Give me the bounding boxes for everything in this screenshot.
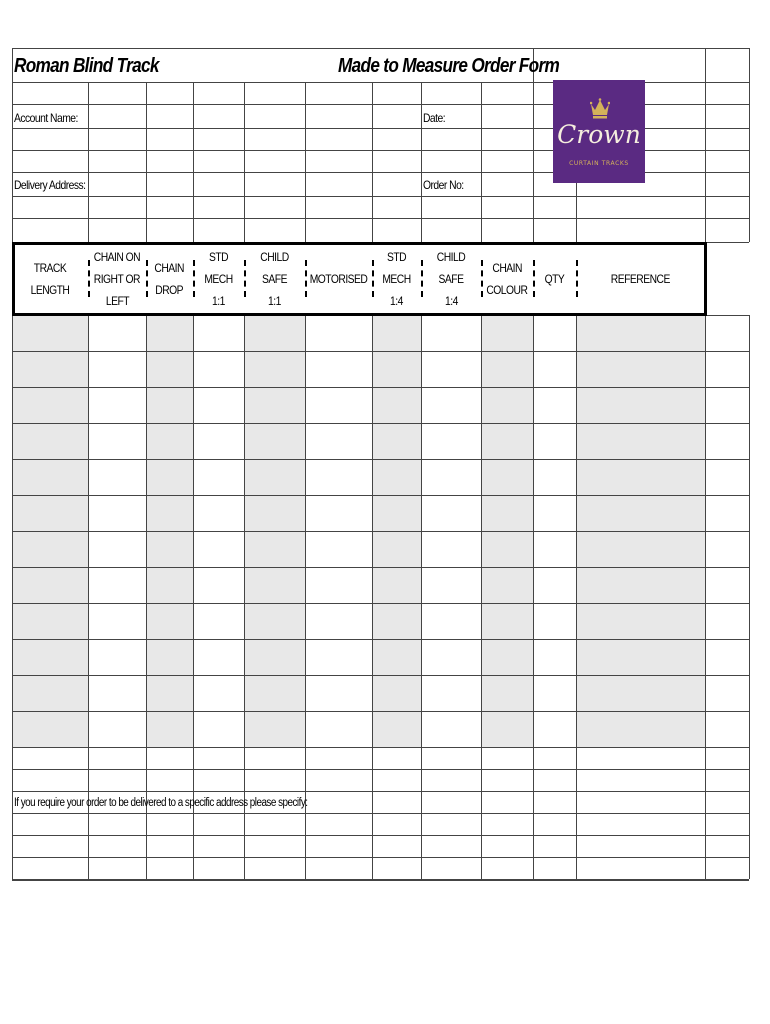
entry-cell-child_safe_14[interactable] xyxy=(421,423,481,459)
entry-cell-motorised[interactable] xyxy=(305,495,372,531)
form-title-left: Roman Blind Track xyxy=(14,55,159,77)
entry-cell-chain_colour[interactable] xyxy=(481,315,533,351)
entry-cell-std_mech_11[interactable] xyxy=(193,495,244,531)
entry-cell-chain_drop[interactable] xyxy=(146,387,193,423)
grid-line-horizontal xyxy=(12,835,749,836)
entry-cell-chain_on[interactable] xyxy=(88,315,146,351)
entry-cell-chain_drop[interactable] xyxy=(146,711,193,747)
entry-cell-std_mech_11[interactable] xyxy=(193,567,244,603)
entry-cell-qty[interactable] xyxy=(533,495,576,531)
entry-cell-chain_on[interactable] xyxy=(88,423,146,459)
entry-cell-std_mech_11[interactable] xyxy=(193,639,244,675)
entry-cell-chain_drop[interactable] xyxy=(146,459,193,495)
entry-cell-track_length[interactable] xyxy=(12,675,88,711)
entry-cell-track_length[interactable] xyxy=(12,603,88,639)
grid-line-vertical xyxy=(12,315,13,879)
entry-cell-chain_colour[interactable] xyxy=(481,639,533,675)
entry-cell-chain_on[interactable] xyxy=(88,531,146,567)
entry-cell-std_mech_14[interactable] xyxy=(372,387,421,423)
grid-line-horizontal xyxy=(12,791,749,792)
column-header-line: 1:1 xyxy=(212,293,225,308)
grid-line-vertical xyxy=(749,48,750,242)
column-header-line: RIGHT OR xyxy=(93,271,141,286)
grid-line-vertical xyxy=(481,82,482,242)
entry-cell-std_mech_11[interactable] xyxy=(193,711,244,747)
entry-cell-motorised[interactable] xyxy=(305,567,372,603)
entry-cell-std_mech_11[interactable] xyxy=(193,423,244,459)
entry-cell-child_safe_11[interactable] xyxy=(244,459,305,495)
grid-line-horizontal xyxy=(12,351,749,352)
grid-line-vertical xyxy=(244,82,245,242)
entry-cell-reference[interactable] xyxy=(576,675,705,711)
entry-cell-reference[interactable] xyxy=(576,711,705,747)
column-header-line: 1:4 xyxy=(390,293,403,308)
grid-line-horizontal xyxy=(12,567,749,568)
entry-cell-chain_colour[interactable] xyxy=(481,675,533,711)
column-header-line: DROP xyxy=(155,282,184,297)
column-header-line: CHAIN xyxy=(492,260,522,275)
entry-cell-chain_colour[interactable] xyxy=(481,567,533,603)
entry-cell-child_safe_11[interactable] xyxy=(244,315,305,351)
entry-cell-track_length[interactable] xyxy=(12,351,88,387)
grid-line-vertical xyxy=(305,315,306,879)
entry-cell-reference[interactable] xyxy=(576,639,705,675)
entry-cell-track_length[interactable] xyxy=(12,639,88,675)
grid-line-horizontal xyxy=(12,218,749,219)
entry-cell-child_safe_11[interactable] xyxy=(244,711,305,747)
entry-cell-chain_drop[interactable] xyxy=(146,675,193,711)
column-header-reference xyxy=(576,244,705,313)
entry-cell-track_length[interactable] xyxy=(12,711,88,747)
entry-cell-chain_on[interactable] xyxy=(88,711,146,747)
entry-cell-reference[interactable] xyxy=(576,351,705,387)
column-header-std_mech_14 xyxy=(372,244,421,313)
column-header-line: STD MECH xyxy=(204,249,233,286)
column-header-line: TRACK LENGTH xyxy=(30,260,70,297)
grid-line-vertical xyxy=(533,315,534,879)
entry-cell-motorised[interactable] xyxy=(305,639,372,675)
entry-cell-track_length[interactable] xyxy=(12,459,88,495)
column-header-chain_drop xyxy=(146,244,193,313)
entry-cell-child_safe_11[interactable] xyxy=(244,639,305,675)
entry-cell-reference[interactable] xyxy=(576,567,705,603)
entry-cell-chain_on[interactable] xyxy=(88,603,146,639)
column-header-qty xyxy=(533,244,576,313)
entry-cell-chain_drop[interactable] xyxy=(146,567,193,603)
grid-line-vertical xyxy=(193,315,194,879)
entry-cell-std_mech_14[interactable] xyxy=(372,531,421,567)
column-header-line: QTY xyxy=(544,271,565,286)
crown-icon xyxy=(590,98,610,120)
entry-cell-chain_colour[interactable] xyxy=(481,531,533,567)
entry-cell-chain_colour[interactable] xyxy=(481,423,533,459)
grid-line-vertical xyxy=(749,315,750,879)
crown-logo xyxy=(553,80,645,183)
delivery-note: If you require your order to be delivered to a specific address please specify: xyxy=(14,797,308,809)
grid-line-vertical xyxy=(372,315,373,879)
column-header-track_length xyxy=(12,244,88,313)
grid-line-horizontal xyxy=(12,603,749,604)
grid-line-horizontal xyxy=(12,879,749,881)
entry-cell-reference[interactable] xyxy=(576,387,705,423)
header-border xyxy=(12,313,707,316)
entry-cell-track_length[interactable] xyxy=(12,495,88,531)
account-name-label: Account Name: xyxy=(14,111,78,125)
grid-line-vertical xyxy=(146,315,147,879)
grid-line-horizontal xyxy=(12,459,749,460)
column-header-line: COLOUR xyxy=(486,282,528,297)
entry-cell-std_mech_14[interactable] xyxy=(372,639,421,675)
entry-cell-chain_on[interactable] xyxy=(88,675,146,711)
logo-subtitle: CURTAIN TRACKS xyxy=(569,160,629,167)
column-header-line: REFERENCE xyxy=(610,271,671,286)
entry-cell-child_safe_11[interactable] xyxy=(244,675,305,711)
entry-cell-std_mech_14[interactable] xyxy=(372,423,421,459)
entry-cell-child_safe_14[interactable] xyxy=(421,459,481,495)
entry-cell-motorised[interactable] xyxy=(305,459,372,495)
entry-cell-reference[interactable] xyxy=(576,603,705,639)
column-header-line: STD MECH xyxy=(382,249,411,286)
column-header-child_safe_14 xyxy=(421,244,481,313)
entry-cell-motorised[interactable] xyxy=(305,423,372,459)
entry-cell-chain_drop[interactable] xyxy=(146,603,193,639)
entry-cell-chain_on[interactable] xyxy=(88,639,146,675)
form-title-right: Made to Measure Order Form xyxy=(338,55,560,77)
entry-cell-qty[interactable] xyxy=(533,567,576,603)
column-header-chain_on xyxy=(88,244,146,313)
entry-cell-chain_colour[interactable] xyxy=(481,495,533,531)
entry-cell-motorised[interactable] xyxy=(305,603,372,639)
entry-cell-std_mech_14[interactable] xyxy=(372,675,421,711)
grid-line-vertical xyxy=(12,48,13,242)
entry-cell-reference[interactable] xyxy=(576,531,705,567)
entry-cell-track_length[interactable] xyxy=(12,387,88,423)
entry-cell-child_safe_11[interactable] xyxy=(244,603,305,639)
entry-cell-chain_on[interactable] xyxy=(88,387,146,423)
entry-cell-qty[interactable] xyxy=(533,603,576,639)
grid-line-horizontal xyxy=(12,495,749,496)
column-header-line: 1:1 xyxy=(268,293,281,308)
column-header-std_mech_11 xyxy=(193,244,244,313)
column-header-line: CHILD SAFE xyxy=(260,249,289,286)
entry-cell-chain_drop[interactable] xyxy=(146,315,193,351)
entry-cell-track_length[interactable] xyxy=(12,423,88,459)
entry-cell-chain_colour[interactable] xyxy=(481,387,533,423)
column-header-child_safe_11 xyxy=(244,244,305,313)
entry-cell-chain_drop[interactable] xyxy=(146,531,193,567)
grid-line-horizontal xyxy=(12,387,749,388)
grid-line-horizontal xyxy=(12,639,749,640)
entry-cell-child_safe_14[interactable] xyxy=(421,495,481,531)
entry-cell-motorised[interactable] xyxy=(305,531,372,567)
grid-line-horizontal xyxy=(12,747,749,748)
entry-cell-std_mech_14[interactable] xyxy=(372,351,421,387)
column-header-line: LEFT xyxy=(105,293,129,308)
grid-line-horizontal xyxy=(12,48,749,49)
entry-cell-reference[interactable] xyxy=(576,459,705,495)
grid-line-vertical xyxy=(481,315,482,879)
entry-cell-child_safe_11[interactable] xyxy=(244,567,305,603)
entry-cell-chain_drop[interactable] xyxy=(146,423,193,459)
entry-cell-chain_on[interactable] xyxy=(88,459,146,495)
column-header-chain_colour xyxy=(481,244,533,313)
column-header-line: 1:4 xyxy=(444,293,458,308)
entry-cell-reference[interactable] xyxy=(576,495,705,531)
grid-line-horizontal xyxy=(12,769,749,770)
entry-cell-motorised[interactable] xyxy=(305,387,372,423)
entry-cell-chain_on[interactable] xyxy=(88,495,146,531)
column-header-line: CHAIN xyxy=(154,260,185,275)
entry-cell-std_mech_14[interactable] xyxy=(372,603,421,639)
grid-line-vertical xyxy=(146,82,147,242)
entry-cell-std_mech_14[interactable] xyxy=(372,315,421,351)
entry-cell-motorised[interactable] xyxy=(305,675,372,711)
entry-cell-track_length[interactable] xyxy=(12,567,88,603)
grid-line-horizontal xyxy=(12,711,749,712)
entry-cell-qty[interactable] xyxy=(533,351,576,387)
entry-cell-child_safe_11[interactable] xyxy=(244,495,305,531)
grid-line-vertical xyxy=(576,315,577,879)
entry-cell-chain_drop[interactable] xyxy=(146,351,193,387)
entry-cell-motorised[interactable] xyxy=(305,711,372,747)
grid-line-vertical xyxy=(244,315,245,879)
entry-cell-chain_on[interactable] xyxy=(88,567,146,603)
grid-line-horizontal xyxy=(12,196,749,197)
entry-cell-qty[interactable] xyxy=(533,711,576,747)
entry-cell-qty[interactable] xyxy=(533,315,576,351)
grid-line-vertical xyxy=(88,82,89,242)
entry-cell-child_safe_14[interactable] xyxy=(421,639,481,675)
grid-line-vertical xyxy=(421,82,422,242)
logo-wordmark: Crown xyxy=(557,120,641,149)
entry-cell-reference[interactable] xyxy=(576,315,705,351)
entry-cell-std_mech_14[interactable] xyxy=(372,495,421,531)
grid-line-horizontal xyxy=(12,531,749,532)
entry-cell-track_length[interactable] xyxy=(12,531,88,567)
entry-cell-chain_colour[interactable] xyxy=(481,351,533,387)
grid-line-vertical xyxy=(372,82,373,242)
entry-cell-qty[interactable] xyxy=(533,639,576,675)
grid-line-horizontal xyxy=(12,675,749,676)
column-header-motorised xyxy=(305,244,372,313)
delivery-address-label: Delivery Address: xyxy=(14,178,86,192)
entry-cell-motorised[interactable] xyxy=(305,315,372,351)
grid-line-vertical xyxy=(193,82,194,242)
entry-cell-std_mech_11[interactable] xyxy=(193,387,244,423)
entry-cell-std_mech_11[interactable] xyxy=(193,315,244,351)
entry-cell-chain_colour[interactable] xyxy=(481,459,533,495)
entry-cell-child_safe_14[interactable] xyxy=(421,675,481,711)
entry-cell-std_mech_11[interactable] xyxy=(193,459,244,495)
entry-cell-std_mech_14[interactable] xyxy=(372,711,421,747)
grid-line-horizontal xyxy=(12,423,749,424)
entry-cell-child_safe_14[interactable] xyxy=(421,315,481,351)
entry-cell-motorised[interactable] xyxy=(305,351,372,387)
entry-cell-qty[interactable] xyxy=(533,531,576,567)
entry-cell-qty[interactable] xyxy=(533,675,576,711)
entry-cell-child_safe_14[interactable] xyxy=(421,711,481,747)
grid-line-vertical xyxy=(705,48,706,242)
grid-line-horizontal xyxy=(12,813,749,814)
order-no-label: Order No: xyxy=(423,178,464,192)
entry-cell-chain_drop[interactable] xyxy=(146,639,193,675)
entry-cell-chain_colour[interactable] xyxy=(481,711,533,747)
entry-cell-reference[interactable] xyxy=(576,423,705,459)
entry-cell-child_safe_11[interactable] xyxy=(244,387,305,423)
entry-cell-child_safe_11[interactable] xyxy=(244,531,305,567)
entry-cell-child_safe_14[interactable] xyxy=(421,387,481,423)
entry-cell-std_mech_11[interactable] xyxy=(193,675,244,711)
date-label: Date: xyxy=(423,111,446,125)
entry-cell-std_mech_11[interactable] xyxy=(193,531,244,567)
entry-cell-std_mech_11[interactable] xyxy=(193,603,244,639)
entry-cell-child_safe_11[interactable] xyxy=(244,351,305,387)
grid-line-vertical xyxy=(88,315,89,879)
grid-line-vertical xyxy=(305,82,306,242)
entry-cell-qty[interactable] xyxy=(533,459,576,495)
entry-cell-child_safe_14[interactable] xyxy=(421,567,481,603)
entry-cell-std_mech_14[interactable] xyxy=(372,567,421,603)
column-header-line: CHILD SAFE xyxy=(436,249,466,286)
entry-cell-std_mech_11[interactable] xyxy=(193,351,244,387)
column-header-line: CHAIN ON xyxy=(93,249,141,264)
entry-cell-qty[interactable] xyxy=(533,387,576,423)
entry-cell-child_safe_14[interactable] xyxy=(421,531,481,567)
column-header-line: MOTORISED xyxy=(309,271,368,286)
entry-cell-chain_colour[interactable] xyxy=(481,603,533,639)
entry-cell-child_safe_14[interactable] xyxy=(421,603,481,639)
entry-cell-qty[interactable] xyxy=(533,423,576,459)
entry-cell-track_length[interactable] xyxy=(12,315,88,351)
merge-block-lower xyxy=(194,173,420,217)
entry-cell-chain_drop[interactable] xyxy=(146,495,193,531)
merge-block-upper xyxy=(194,130,304,172)
entry-cell-child_safe_11[interactable] xyxy=(244,423,305,459)
grid-line-horizontal xyxy=(12,857,749,858)
entry-cell-chain_on[interactable] xyxy=(88,351,146,387)
entry-cell-std_mech_14[interactable] xyxy=(372,459,421,495)
grid-line-vertical xyxy=(421,315,422,879)
grid-line-vertical xyxy=(705,315,706,879)
entry-cell-child_safe_14[interactable] xyxy=(421,351,481,387)
